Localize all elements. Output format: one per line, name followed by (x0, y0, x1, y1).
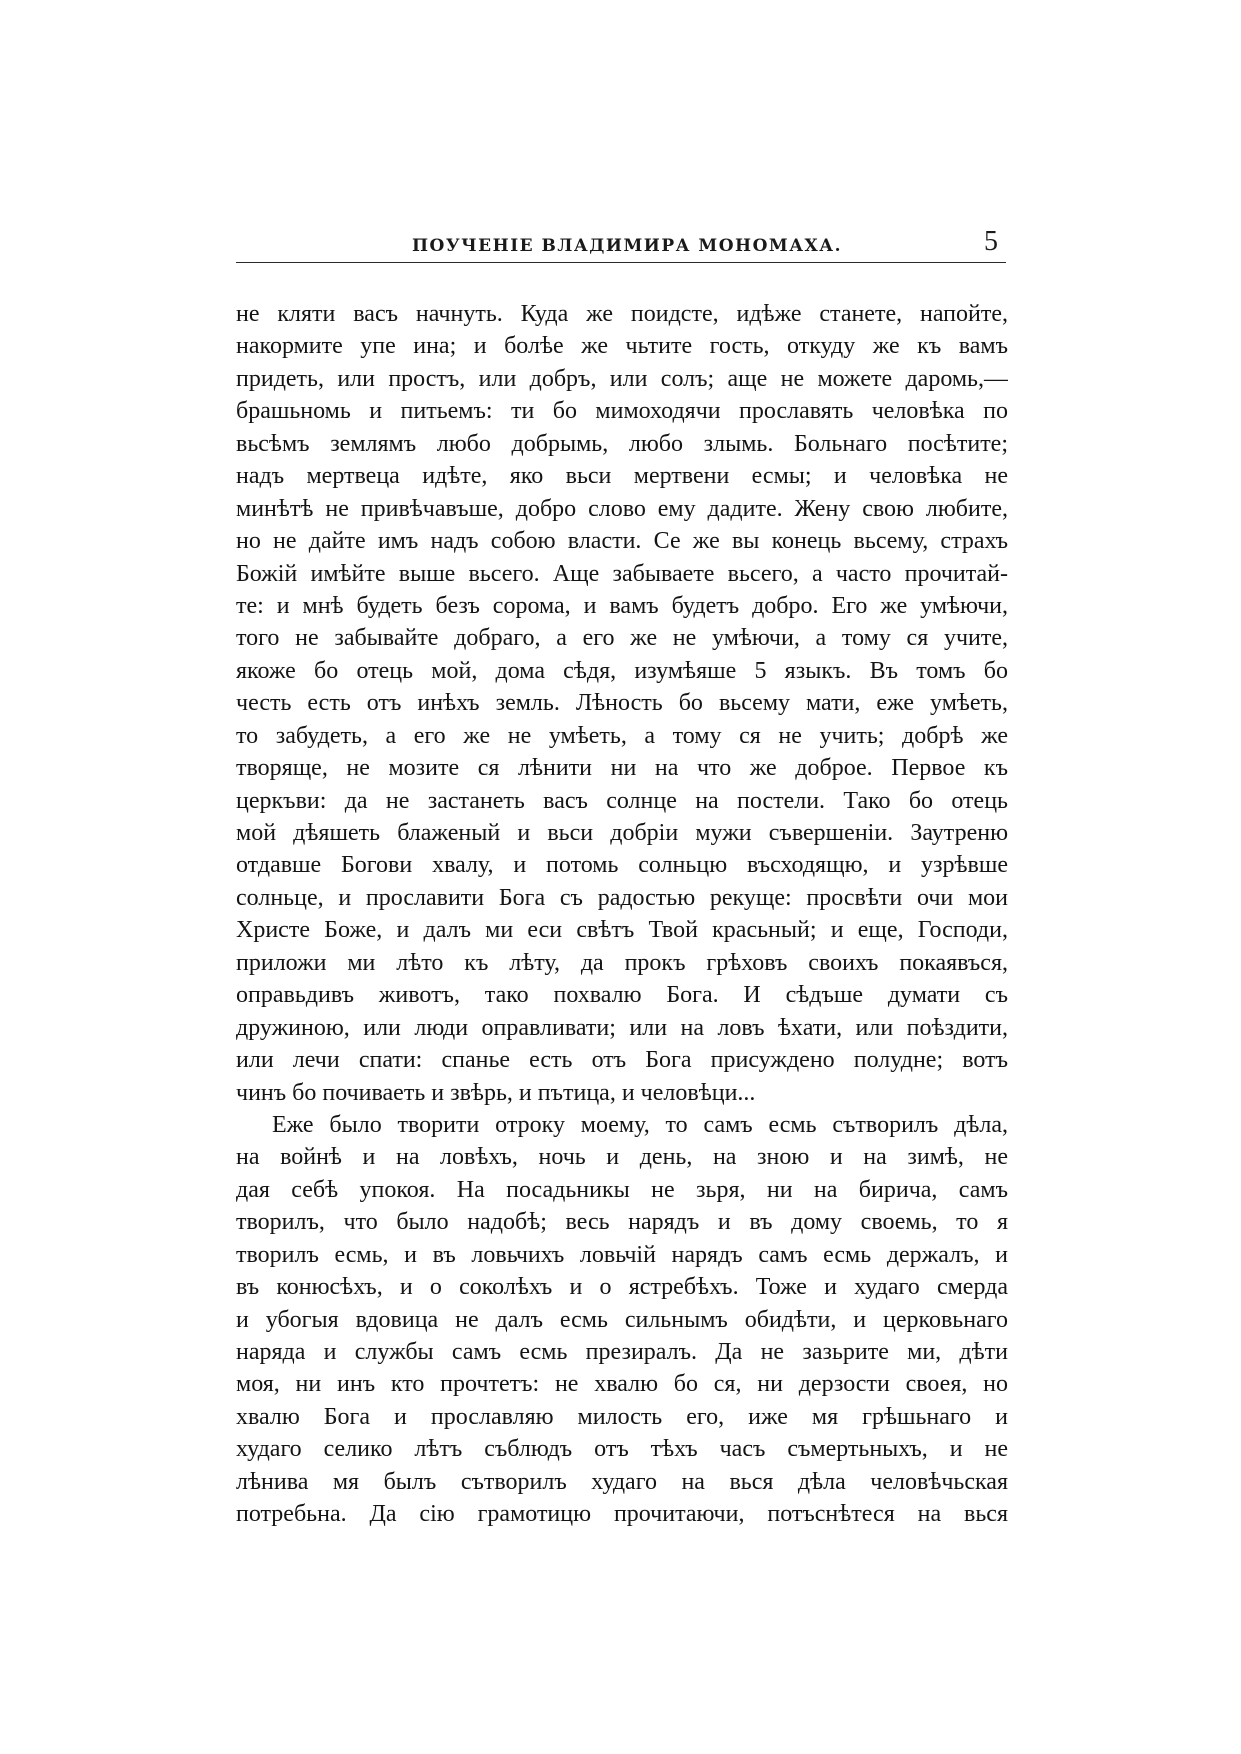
text-line: Еже было творити отроку моему, то самъ есмь сътворилъ дѣла, (272, 1111, 1008, 1138)
text-line: на войнѣ и на ловѣхъ, ночь и день, на зною и на зимѣ, не (236, 1144, 1008, 1171)
text-line: надъ мертвеца идѣте, яко вьси мертвени есмы; и человѣка не (236, 463, 1008, 490)
text-line: накормите упе ина; и болѣе же чьтите гость, откуду же къ вамъ (236, 333, 1008, 360)
text-line: честь есть отъ инѣхъ земль. Лѣность бо вьсему мати, еже умѣеть, (236, 690, 1008, 717)
text-line: лѣнива мя былъ сътворилъ худаго на вься дѣла человѣчьская (236, 1468, 1008, 1495)
text-line: чинъ бо почиваеть и звѣрь, и пътица, и человѣци... (236, 1079, 756, 1106)
text-line: въ конюсѣхъ, и о соколѣхъ и о ястребѣхъ. Тоже и худаго смерда (236, 1274, 1008, 1301)
text-line: моя, ни инъ кто прочтетъ: не хвалю бо ся, ни дерзости своея, но (236, 1371, 1008, 1398)
text-line: солньце, и прославити Бога съ радостью рекуще: просвѣти очи мои (236, 884, 1008, 911)
text-line: но не дайте имъ надъ собою власти. Се же вы конець вьсему, страхъ (236, 528, 1008, 555)
text-line: творилъ есмь, и въ ловьчихъ ловьчій нарядъ самъ есмь держалъ, и (236, 1241, 1008, 1268)
paragraph-1 (236, 298, 1008, 1109)
text-line: дая себѣ упокоя. На посадьникы не зьря, ни на бирича, самъ (236, 1176, 1008, 1203)
paragraph-2 (236, 1109, 1008, 1531)
text-line: хвалю Бога и прославляю милость его, иже мя грѣшьнаго и (236, 1403, 1008, 1430)
text-line: мой дѣяшеть блаженый и вьси добріи мужи съвершеніи. Заутреню (236, 820, 1008, 846)
text-line: церкъви: да не застанеть васъ солнце на постели. Тако бо отець (236, 787, 1008, 814)
text-line: потребьна. Да сію грамотицю прочитаючи, потъснѣтеся на вься (236, 1501, 1008, 1528)
header-rule (236, 262, 1006, 263)
text-line: наряда и службы самъ есмь презиралъ. Да не зазьрите ми, дѣти (236, 1339, 1008, 1365)
text-line: брашьномь и питьемъ: ти бо мимоходячи прославять человѣка по (236, 398, 1008, 425)
text-line: отдавше Богови хвалу, и потомь солньцю въсходящю, и узрѣвше (236, 852, 1008, 879)
text-line: минѣтѣ не привѣчавъше, добро слово ему дадите. Жену свою любите, (236, 495, 1008, 522)
text-line: те: и мнѣ будеть безъ сорома, и вамъ будетъ добро. Его же умѣючи, (236, 592, 1008, 619)
page-number: 5 (984, 226, 998, 257)
text-line: Христе Боже, и далъ ми еси свѣтъ Твой красьный; и еще, Господи, (236, 917, 1008, 944)
text-line: не кляти васъ начнуть. Куда же поидсте, идѣже станете, напойте, (236, 301, 1008, 327)
text-line: приложи ми лѣто къ лѣту, да прокъ грѣховъ своихъ покаявъся, (236, 949, 1008, 976)
page-header (236, 224, 1008, 266)
text-line: дружиною, или люди оправливати; или на ловъ ѣхати, или поѣздити, (236, 1014, 1008, 1041)
text-line: или лечи спати: спанье есть отъ Бога присуждено полудне; вотъ (236, 1047, 1008, 1074)
text-line: оправьдивъ животъ, тако похвалю Бога. И сѣдъше думати съ (236, 982, 1008, 1009)
running-title: ПОУЧЕНІЕ ВЛАДИМИРА МОНОМАХА. (412, 236, 842, 256)
text-line: придеть, или простъ, или добръ, или солъ; аще не можете даромь,— (236, 365, 1008, 392)
text-line: и убогыя вдовица не далъ есмь сильнымъ обидѣти, и церковьнаго (236, 1306, 1008, 1333)
text-line: того не забывайте добраго, а его же не умѣючи, а тому ся учите, (236, 625, 1008, 652)
body-text (236, 298, 1008, 1531)
text-line: творяще, не мозите ся лѣнити ни на что же доброе. Первое къ (236, 755, 1008, 782)
text-line: творилъ, что было надобѣ; весь нарядъ и въ дому своемь, то я (236, 1209, 1008, 1236)
text-line: якоже бо отець мой, дома сѣдя, изумѣяше 5 языкъ. Въ томъ бо (236, 657, 1008, 684)
text-line: вьсѣмъ землямъ любо добрымь, любо злымь. Больнаго посѣтите; (236, 430, 1008, 457)
text-line: то забудеть, а его же не умѣеть, а тому ся не учить; добрѣ же (236, 722, 1008, 749)
text-line: Божій имѣйте выше вьсего. Аще забываете вьсего, а часто прочитай- (236, 560, 1008, 587)
text-line: худаго селико лѣтъ съблюдъ отъ тѣхъ часъ съмертьныхъ, и не (236, 1436, 1008, 1463)
